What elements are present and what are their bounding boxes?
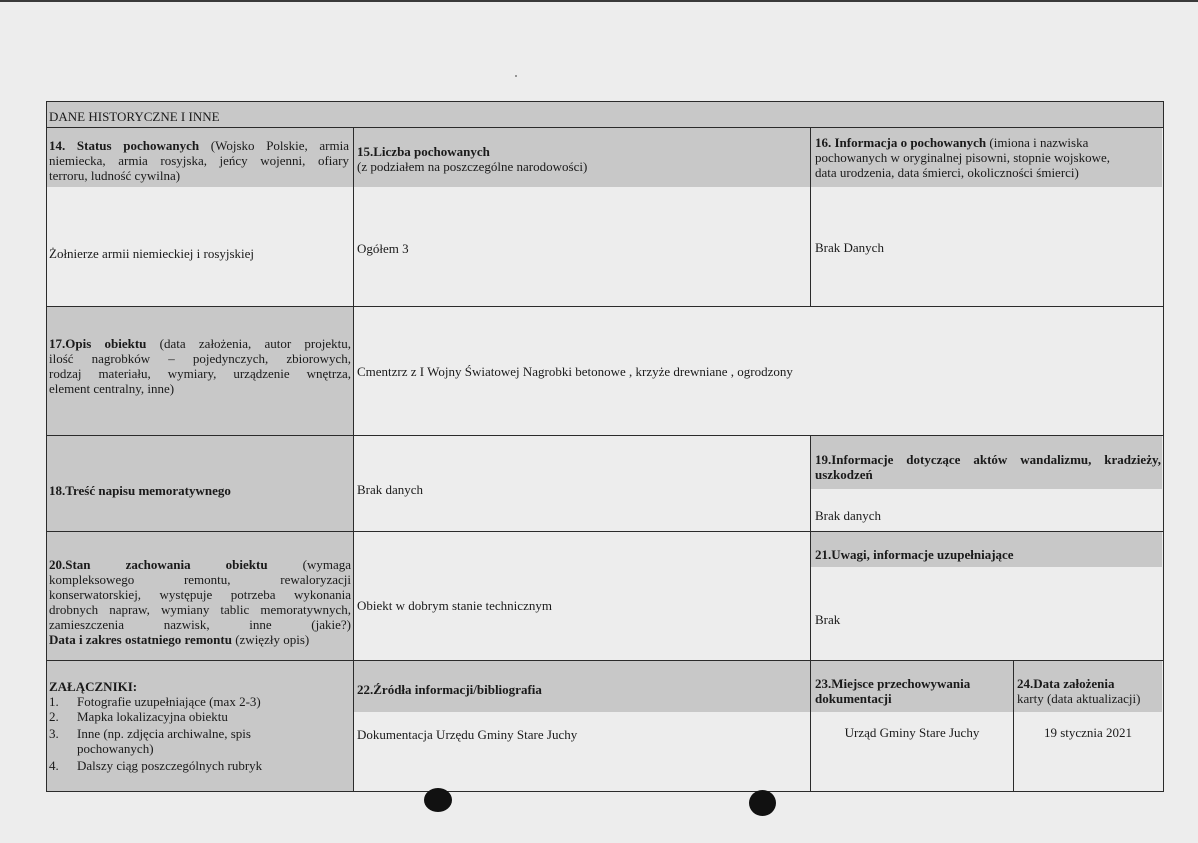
field-23-value: Urząd Gminy Stare Juchy: [844, 725, 980, 740]
field-24-value: 19 stycznia 2021: [1043, 725, 1133, 740]
field-14-label: 14. Status pochowanych (Wojsko Polskie, armia niemiecka, armia rosyjska, jeńcy wojenni, ofiary terroru, ludność cywilna): [49, 138, 349, 183]
field-16: [810, 127, 1164, 308]
attachment-item: 2. Mapka lokalizacyjna obiektu: [49, 709, 228, 724]
field-19-value: Brak danych: [815, 508, 882, 523]
field-15: [353, 127, 812, 308]
field-23-label: 23.Miejsce przechowywania dokumentacji: [815, 676, 971, 706]
field-24: [1013, 660, 1164, 792]
field-24-label: 24.Data założenia karty (data aktualizacji): [1017, 676, 1141, 706]
field-18-value-cell: [353, 435, 812, 533]
field-18-value: Brak danych: [357, 482, 424, 497]
field-17-value-cell: [353, 306, 1164, 437]
section-header: [46, 101, 1164, 128]
attachments-title: ZAŁĄCZNIKI:: [49, 679, 138, 694]
attachment-item: 3. Inne (np. zdjęcia archiwalne, spis pochowanych): [49, 726, 251, 756]
field-14-value: Żołnierze armii niemieckiej i rosyjskiej: [49, 246, 255, 261]
field-20-label-cell: [46, 531, 355, 662]
field-17-label: 17.Opis obiektu (data założenia, autor projektu, ilość nagrobków – pojedynczych, zbiorowych, rodzaj materiału, wymiary, urządzenie wnętrza, element centralny, inne): [49, 336, 352, 396]
section-header-text: DANE HISTORYCZNE I INNE: [49, 109, 220, 124]
field-20-label: 20.Stan zachowania obiektu (wymaga kompleksowego remontu, rewaloryzacji konserwatorskiej, występuje potrzeba wykonania drobnych napraw, wymiany tablic memoratywnych, zamieszczenia nazwisk, inne (jakie?) Data i zakres ostatniego remontu (zwięzły opis): [49, 557, 351, 647]
field-16-label: 16. Informacja o pochowanych (imiona i nazwiska pochowanych w oryginalnej pisowni, stopnie wojskowe, data urodzenia, data śmierci, okoliczności śmierci): [815, 135, 1110, 180]
field-22-label: 22.Źródła informacji/bibliografia: [357, 682, 542, 697]
attachments-list: [49, 679, 349, 773]
field-22-value: Dokumentacja Urzędu Gminy Stare Juchy: [357, 727, 578, 742]
field-19: [810, 435, 1164, 533]
field-18-label: 18.Treść napisu memoratywnego: [49, 483, 231, 498]
field-22: [353, 660, 812, 792]
attachments-cell: [46, 660, 355, 792]
punch-hole-right: [749, 790, 776, 816]
attachment-item: 4. Dalszy ciąg poszczególnych rubryk: [49, 758, 263, 773]
field-21: [810, 531, 1164, 662]
field-16-value: Brak Danych: [815, 240, 884, 255]
field-20-value: Obiekt w dobrym stanie technicznym: [357, 598, 552, 613]
page-top-edge: [0, 0, 1198, 2]
field-15-value: Ogółem 3: [357, 241, 409, 256]
field-23: [810, 660, 1015, 792]
field-17-label-cell: [46, 306, 355, 437]
field-21-value: Brak: [815, 612, 841, 627]
attachment-item: 1. Fotografie uzupełniające (max 2-3): [49, 694, 261, 709]
scan-speck: [515, 75, 517, 77]
field-18-label-cell: [46, 435, 355, 533]
field-17-value: Cmentzrz z I Wojny Światowej Nagrobki betonowe , krzyże drewniane , ogrodzony: [357, 364, 793, 379]
field-20-value-cell: [353, 531, 812, 662]
field-15-label: 15.Liczba pochowanych (z podziałem na poszczególne narodowości): [357, 144, 588, 174]
field-14: [46, 127, 355, 308]
field-21-label: 21.Uwagi, informacje uzupełniające: [815, 547, 1014, 562]
field-19-label: 19.Informacje dotyczące aktów wandalizmu, kradzieży, uszkodzeń: [815, 452, 1161, 482]
punch-hole-left: [424, 788, 452, 812]
